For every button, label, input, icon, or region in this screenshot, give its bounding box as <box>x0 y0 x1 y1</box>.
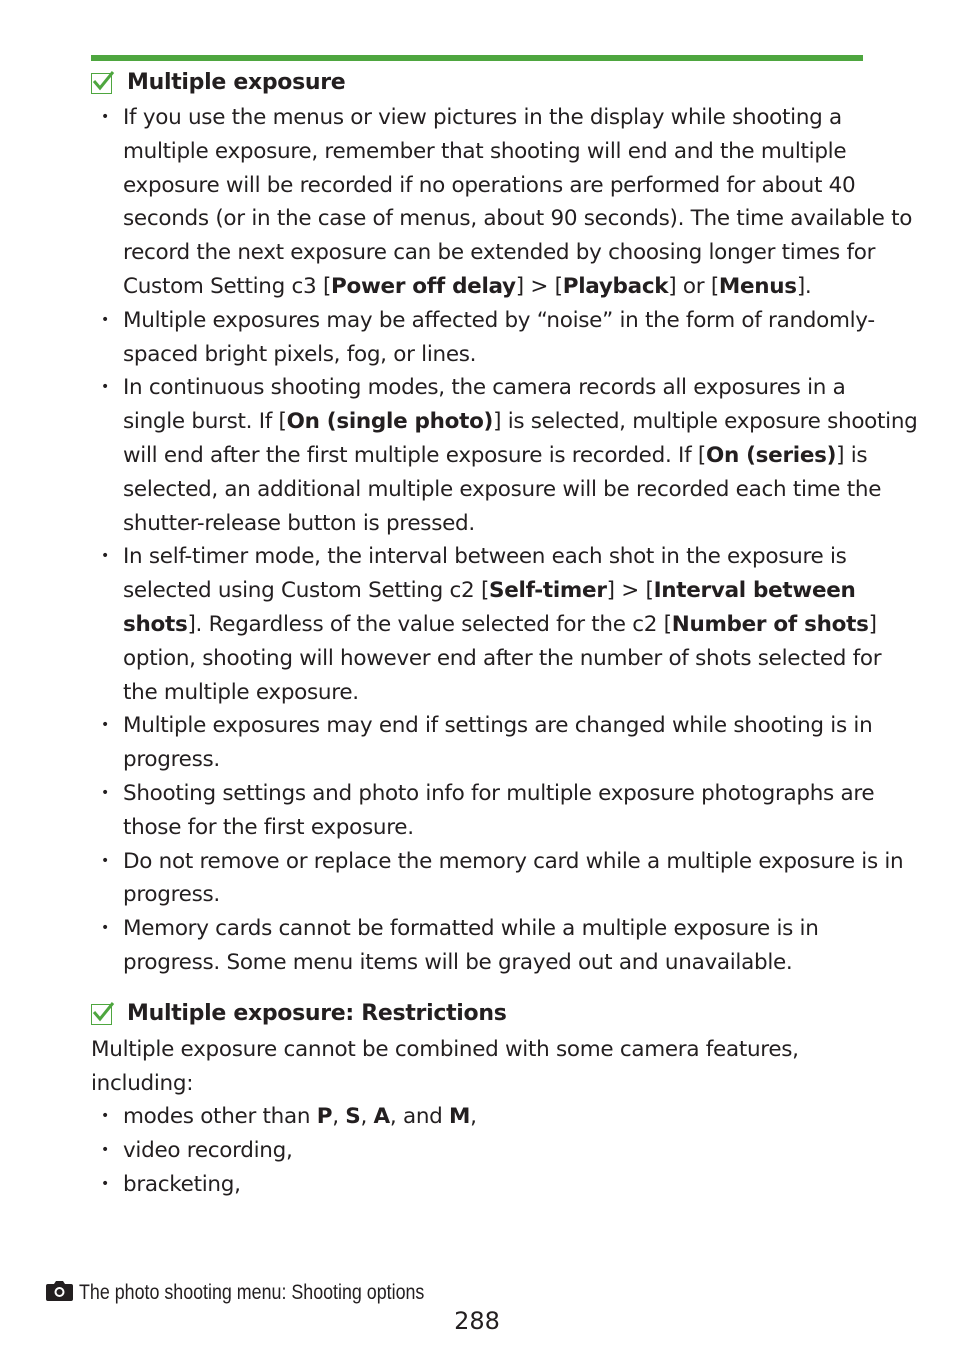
bold-term: A <box>373 1104 390 1129</box>
section-heading-multiple-exposure <box>91 68 345 98</box>
text-run: shutter-release button is pressed. <box>123 510 475 536</box>
text-line <box>123 845 903 879</box>
text-run: ] > [ <box>515 273 563 299</box>
text-line <box>123 371 918 405</box>
text-run: , <box>332 1104 346 1129</box>
text-run: Multiple exposures may be affected by “noise” in the form of randomly- <box>123 307 875 333</box>
bold-term: Power off delay <box>331 273 516 299</box>
text-line <box>123 473 918 507</box>
text-run: Custom Setting c3 [ <box>123 273 332 299</box>
section-title: Multiple exposure: Restrictions <box>127 1001 507 1026</box>
text-line <box>123 236 912 270</box>
intro-line: including: <box>91 1070 194 1096</box>
text-run: progress. <box>123 882 220 908</box>
bold-term: M <box>449 1104 471 1129</box>
text-line <box>123 304 875 338</box>
text-run: selected, an additional multiple exposure will be recorded each time the <box>123 476 882 502</box>
bullet-marker: • <box>101 717 109 734</box>
text-run: ] or [ <box>668 273 719 299</box>
text-run: record the next exposure can be extended by choosing longer times for <box>123 240 876 266</box>
text-line <box>123 709 872 743</box>
text-line <box>123 1100 871 1134</box>
bold-term: P <box>316 1104 333 1129</box>
list-item <box>101 912 871 980</box>
bullet-marker: • <box>101 548 109 565</box>
section-heading-restrictions <box>91 999 507 1029</box>
text-line <box>123 642 881 676</box>
list-item <box>101 777 875 845</box>
text-line <box>123 270 912 304</box>
text-run: video recording, <box>123 1137 293 1163</box>
text-line <box>123 101 912 135</box>
list-item <box>101 845 904 913</box>
text-run: ]. <box>796 273 812 299</box>
section-top-rule <box>91 55 863 61</box>
text-line <box>123 507 918 541</box>
text-run: those for the first exposure. <box>123 814 414 840</box>
restrictions-intro <box>91 1033 799 1101</box>
text-run: Multiple exposures may end if settings are changed while shooting is in <box>123 713 873 739</box>
text-run: progress. <box>123 747 220 773</box>
text-run: option, shooting will however end after the number of shots selected for <box>123 645 882 671</box>
text-run: If you use the menus or view pictures in the display while shooting a <box>123 105 842 130</box>
text-line <box>123 1134 871 1168</box>
text-run: In self-timer mode, the interval between each shot in the exposure is <box>123 544 847 570</box>
text-run: ] is <box>836 442 868 468</box>
list-item-text <box>123 371 918 540</box>
bold-term: Number of shots <box>671 611 869 637</box>
bold-term: Menus <box>718 273 797 299</box>
list-item <box>101 304 875 372</box>
check-box-icon <box>91 73 112 94</box>
text-run: spaced bright pixels, fog, or lines. <box>123 341 477 367</box>
text-line <box>123 439 918 473</box>
text-run: progress. Some menu items will be grayed out and unavailable. <box>123 949 793 975</box>
list-item-text <box>123 709 872 777</box>
list-item <box>101 540 882 709</box>
text-line <box>123 676 881 710</box>
text-line <box>123 608 881 642</box>
check-box-icon <box>91 1004 112 1025</box>
text-run: Memory cards cannot be formatted while a multiple exposure is in <box>123 916 819 942</box>
text-line <box>123 1168 871 1202</box>
text-run: multiple exposure, remember that shooting will end and the multiple <box>123 138 847 164</box>
text-run: In continuous shooting modes, the camera records all exposures in a <box>123 375 846 401</box>
footer-link-text[interactable]: The photo shooting menu: Shooting options <box>79 1281 425 1304</box>
bullet-marker: • <box>101 379 109 396</box>
text-run: Do not remove or replace the memory card while a multiple exposure is in <box>123 848 904 874</box>
text-run: ] <box>868 611 877 637</box>
text-run: ] is selected, multiple exposure shooting <box>493 409 918 435</box>
text-run: , <box>360 1104 374 1129</box>
text-run: seconds (or in the case of menus, about 90 seconds). The time available to <box>123 206 913 232</box>
bold-term: shots <box>123 611 188 637</box>
intro-line: Multiple exposure cannot be combined with some camera features, <box>91 1037 799 1062</box>
text-line <box>123 777 874 811</box>
text-run: , <box>470 1104 477 1129</box>
footer-breadcrumb[interactable] <box>46 1278 485 1308</box>
text-line <box>123 743 872 777</box>
bullet-marker: • <box>101 1108 109 1124</box>
section-title: Multiple exposure <box>127 70 346 95</box>
text-run: , and <box>389 1104 450 1129</box>
text-run: ]. Regardless of the value selected for the c2 [ <box>187 611 672 637</box>
bullet-marker: • <box>101 109 109 125</box>
bullet-marker: • <box>101 920 109 937</box>
list-item <box>101 709 871 777</box>
text-line <box>123 946 871 980</box>
page-number: 288 <box>454 1307 500 1335</box>
text-run: exposure will be recorded if no operations are performed for about 40 <box>123 172 856 198</box>
text-run: ] > [ <box>606 578 654 604</box>
text-line <box>123 574 881 608</box>
bullet-marker: • <box>101 1141 109 1158</box>
list-item <box>101 371 918 540</box>
camera-icon <box>46 1281 73 1305</box>
text-line <box>123 811 874 845</box>
bold-term: Interval between <box>653 578 856 604</box>
bold-term: Self-timer <box>489 578 607 604</box>
bullet-marker: • <box>101 311 109 328</box>
text-line <box>123 135 912 169</box>
text-run: will end after the first multiple exposure is recorded. If [ <box>123 442 706 468</box>
bold-term: On (single photo) <box>286 409 494 435</box>
list-item-text <box>123 1168 871 1202</box>
text-line <box>123 338 875 372</box>
list-item <box>101 1134 871 1168</box>
list-item-text <box>123 304 875 372</box>
list-item <box>101 101 913 304</box>
list-item-text <box>123 101 912 304</box>
list-item-text <box>123 777 874 845</box>
text-line <box>123 405 918 439</box>
text-run: selected using Custom Setting c2 [ <box>123 578 490 604</box>
list-item-text <box>123 845 903 913</box>
text-run: bracketing, <box>123 1171 241 1197</box>
text-run: modes other than <box>123 1104 317 1129</box>
text-line <box>123 202 912 236</box>
text-line <box>123 169 912 203</box>
text-run: the multiple exposure. <box>123 679 359 705</box>
text-line <box>123 540 881 574</box>
text-run: single burst. If [ <box>123 409 287 435</box>
list-item-text <box>123 1134 871 1168</box>
bold-term: On (series) <box>705 442 837 468</box>
bullet-marker: • <box>101 785 109 801</box>
text-line <box>123 878 903 912</box>
list-item <box>101 1100 871 1134</box>
text-line <box>123 912 871 946</box>
bold-term: S <box>345 1104 361 1129</box>
bold-term: Playback <box>562 273 669 299</box>
list-item-text <box>123 912 871 980</box>
text-run: Shooting settings and photo info for multiple exposure photographs are <box>123 781 875 806</box>
list-item-text <box>123 1100 871 1134</box>
list-item-text <box>123 540 881 709</box>
bullet-marker: • <box>101 1175 109 1192</box>
bullet-marker: • <box>101 852 109 869</box>
list-item <box>101 1168 871 1202</box>
